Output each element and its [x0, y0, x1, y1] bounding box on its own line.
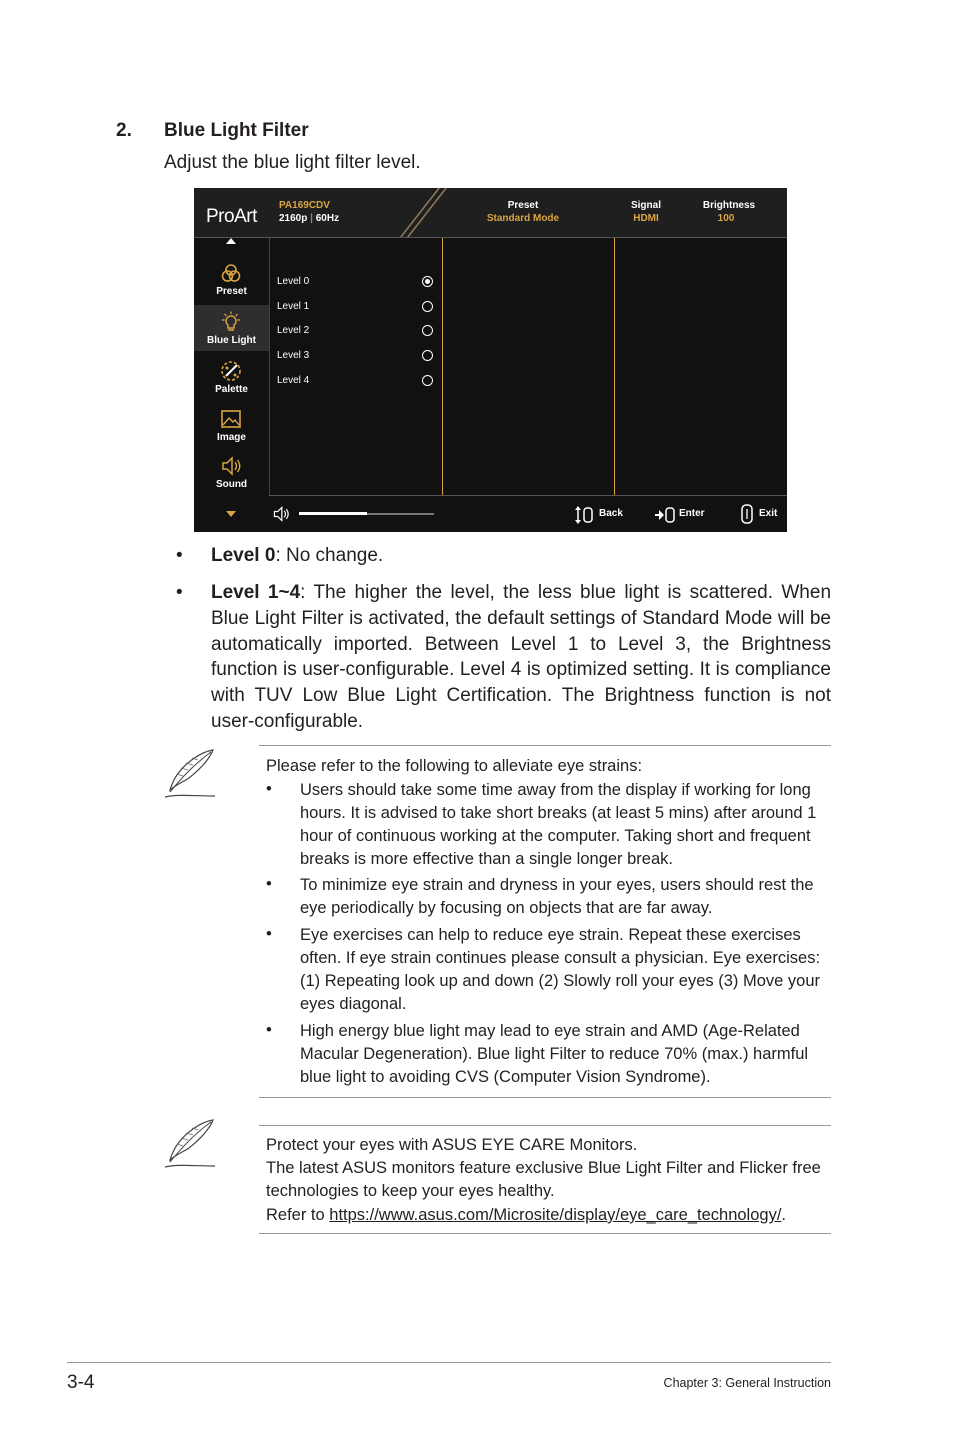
note2-refer — [266, 1204, 826, 1227]
note-bullet: • — [266, 780, 272, 798]
header-signal-label: Signal — [630, 200, 661, 211]
section-title: Blue Light Filter — [164, 120, 309, 141]
bullet-body: : The higher the level, the less blue light is scattered. When Blue Light Filter is activated, the default settings of Standard Mode will be automatically imported. Between Level 1 to Level 3, the Brightness function is user-configurable. Level 4 is optimized setting. It is compliance with TUV Low Blue Light Certification. The Brightness function is not user-configurable. — [211, 582, 832, 732]
note-intro: Please refer to the following to alleviate eye strains: — [266, 757, 643, 775]
radio-icon[interactable] — [422, 375, 433, 386]
nav-down-arrow-icon[interactable] — [226, 511, 236, 517]
radio-selected-icon[interactable] — [422, 276, 433, 287]
level-option[interactable] — [277, 322, 437, 342]
bullet-term: Level 1~4 — [211, 582, 301, 603]
bullet: • — [176, 545, 183, 566]
note-bullet: • — [266, 1021, 272, 1039]
menu-label: Preset — [216, 286, 247, 297]
radio-icon[interactable] — [422, 325, 433, 336]
column-divider — [442, 238, 443, 495]
image-icon — [220, 408, 242, 430]
exit-button[interactable]: Exit — [759, 508, 778, 519]
footer-rule — [67, 1362, 831, 1363]
joystick-right-icon — [655, 505, 675, 525]
section-number: 2. — [116, 120, 132, 141]
level-label: Level 2 — [277, 325, 310, 336]
menu-item-blue-light[interactable] — [194, 305, 269, 351]
menu-label: Image — [217, 432, 246, 443]
header-preset-label: Preset — [507, 200, 539, 211]
note-item: High energy blue light may lead to eye strain and AMD (Age-Related Macular Degeneration). Blue light Filter to reduce 70% (max.) harmful blue light to avoiding CVS (Computer Vision Syndrome). — [300, 1022, 809, 1086]
volume-slider-fill — [299, 512, 367, 515]
header-brightness-label: Brightness — [702, 200, 756, 211]
resolution: 2160p — [279, 213, 308, 224]
level-option[interactable] — [277, 273, 437, 293]
palette-circles-icon — [220, 262, 242, 284]
note-bottom-rule — [259, 1097, 831, 1098]
menu-item-preset[interactable] — [194, 256, 269, 302]
bullet-body: : No change. — [275, 545, 384, 566]
level-label: Level 4 — [277, 375, 310, 386]
note2-line2: The latest ASUS monitors feature exclusive Blue Light Filter and Flicker free technologies to keep your eyes healthy. — [266, 1159, 821, 1200]
decor-stripe — [400, 188, 440, 237]
volume-icon — [272, 505, 290, 523]
header-preset-value: Standard Mode — [486, 213, 560, 224]
enter-button[interactable]: Enter — [679, 508, 705, 519]
note2-line1: Protect your eyes with ASUS EYE CARE Monitors. — [266, 1136, 638, 1154]
model-name: PA169CDV — [279, 200, 330, 211]
note-item: Users should take some time away from the display if working for long hours. It is advised to take short breaks (at least 5 mins) after around 1 hour of continuous working at the computer. Taking short and frequent breaks is more effective than a single longer break. — [300, 781, 817, 868]
level-option[interactable] — [277, 372, 437, 392]
refer-end: . — [781, 1206, 786, 1224]
bullet-level-1-4 — [211, 580, 831, 735]
level-option[interactable] — [277, 347, 437, 367]
bullet-level-0 — [211, 543, 831, 569]
volume-slider[interactable] — [299, 513, 434, 515]
light-bulb-icon — [220, 311, 242, 333]
refer-text: Refer to — [266, 1206, 330, 1224]
eye-care-link[interactable]: https://www.asus.com/Microsite/display/eye_care_technology/ — [329, 1206, 782, 1224]
note-top-rule — [259, 1125, 831, 1126]
level-label: Level 0 — [277, 276, 310, 287]
menu-label: Sound — [215, 479, 248, 490]
menu-item-image[interactable] — [194, 402, 269, 448]
note-item: Eye exercises can help to reduce eye strain. Repeat these exercises often. If eye strain continues please consult a physician. Eye exercises: (1) Repeating look up and down (2) Slowly roll your eyes (3) Move your eyes diagonal. — [300, 926, 821, 1013]
note-feather-icon — [163, 1118, 217, 1170]
menu-item-palette[interactable] — [194, 354, 269, 400]
nav-up-arrow-icon[interactable] — [226, 238, 236, 244]
note-top-rule — [259, 745, 831, 746]
joystick-updown-icon — [574, 505, 594, 525]
menu-label: Palette — [215, 384, 248, 395]
header-signal-value: HDMI — [633, 213, 659, 224]
resolution-info: 2160p | 60Hz — [279, 213, 340, 224]
note-bottom-rule — [259, 1233, 831, 1234]
radio-icon[interactable] — [422, 301, 433, 312]
osd-header — [194, 188, 787, 238]
refresh-rate: 60Hz — [315, 213, 340, 224]
back-button[interactable]: Back — [599, 508, 623, 519]
note-bullet: • — [266, 925, 272, 943]
level-label: Level 1 — [277, 301, 310, 312]
bullet-term: Level 0 — [211, 545, 276, 566]
exit-button-icon — [741, 504, 753, 524]
header-brightness-value: 100 — [717, 213, 735, 224]
osd-footer — [269, 495, 787, 532]
speaker-icon — [220, 455, 242, 477]
paint-palette-icon — [220, 360, 242, 382]
note-bullet: • — [266, 875, 272, 893]
section-description: Adjust the blue light filter level. — [164, 152, 421, 173]
page-number: 3-4 — [67, 1372, 95, 1393]
column-divider — [614, 238, 615, 495]
osd-menu — [194, 188, 787, 532]
bullet: • — [176, 582, 183, 603]
note-item: To minimize eye strain and dryness in your eyes, users should rest the eye periodically by focusing on objects that are far away. — [300, 876, 814, 917]
level-label: Level 3 — [277, 350, 310, 361]
level-option[interactable] — [277, 298, 437, 318]
decor-stripe — [407, 188, 447, 237]
note-feather-icon — [163, 748, 217, 800]
chapter-title: Chapter 3: General Instruction — [663, 1376, 831, 1390]
radio-icon[interactable] — [422, 350, 433, 361]
menu-item-sound[interactable] — [194, 449, 269, 495]
proart-logo: ProArt — [206, 206, 257, 227]
menu-label: Blue Light — [207, 335, 256, 346]
